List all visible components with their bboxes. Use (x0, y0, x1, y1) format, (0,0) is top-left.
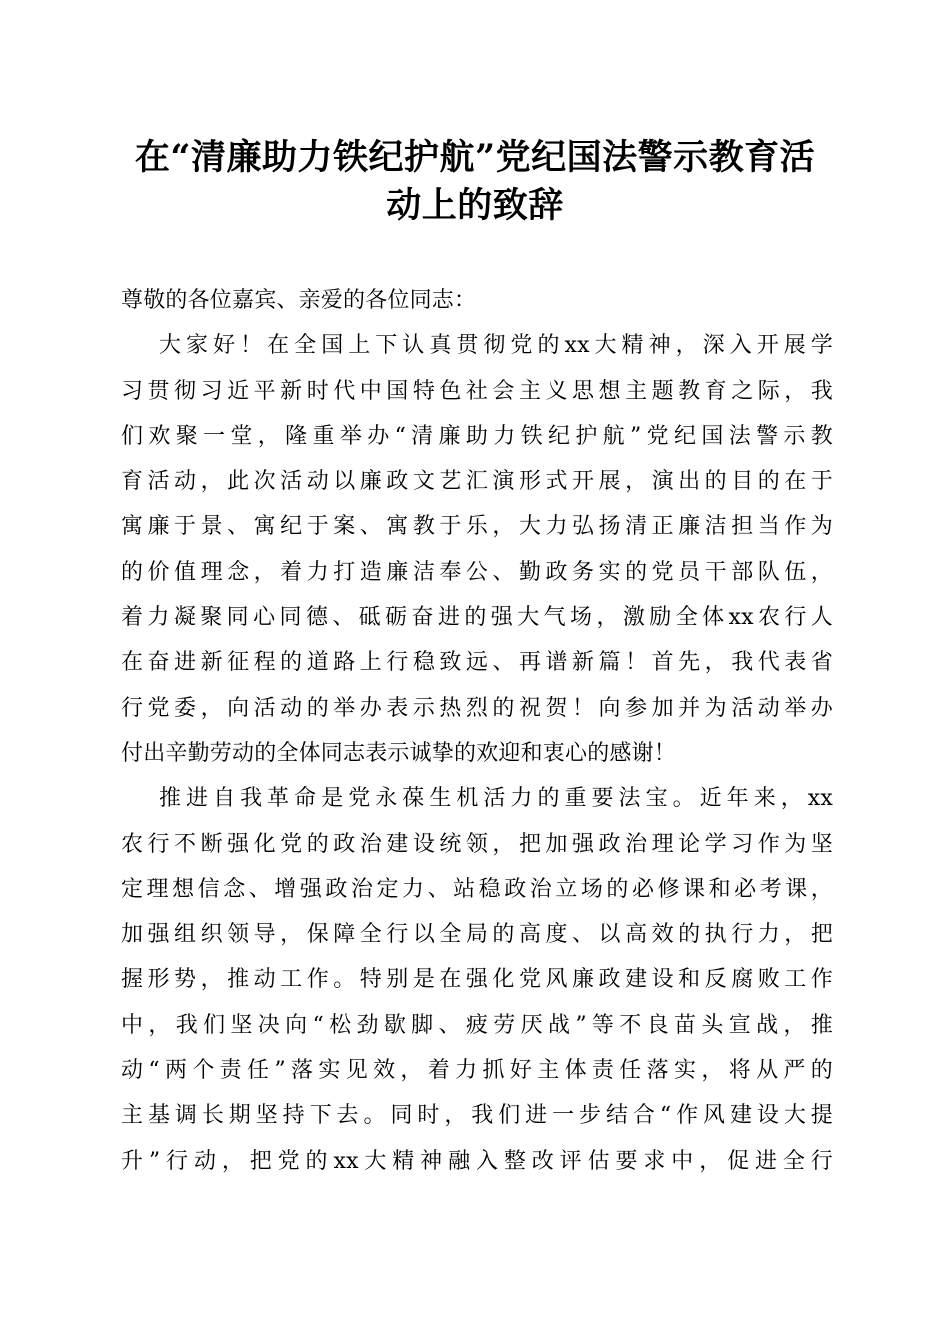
paragraph-line: 行党委，向活动的举办表示热烈的祝贺！向参加并为活动举办 (121, 695, 833, 721)
paragraph-line: 们欢聚一堂，隆重举办“清廉助力铁纪护航”党纪国法警示教 (121, 423, 833, 449)
paragraph-line: 农行不断强化党的政治建设统领，把加强政治理论学习作为坚 (121, 831, 833, 857)
paragraph-line: 推进自我革命是党永葆生机活力的重要法宝。近年来，xx (159, 786, 833, 812)
paragraph-line: 握形势，推动工作。特别是在强化党风廉政建设和反腐败工作 (121, 967, 833, 993)
paragraph-line: 在奋进新征程的道路上行稳致远、再谱新篇！首先，我代表省 (121, 650, 833, 676)
paragraph-line: 主基调长期坚持下去。同时，我们进一步结合“作风建设大提 (121, 1103, 833, 1129)
paragraph-line: 寓廉于景、寓纪于案、寓教于乐，大力弘扬清正廉洁担当作为 (121, 514, 833, 540)
salutation: 尊敬的各位嘉宾、亲爱的各位同志： (121, 288, 477, 313)
title-line-1: 在“清廉助力铁纪护航”党纪国法警示教育活 (134, 137, 816, 178)
paragraph-line: 育活动，此次活动以廉政文艺汇演形式开展，演出的目的在于 (121, 469, 833, 495)
paragraph-line: 大家好！在全国上下认真贯彻党的xx大精神，深入开展学 (159, 333, 833, 359)
title-line-2: 动上的致辞 (386, 185, 564, 226)
paragraph-line: 中，我们坚决向“松劲歇脚、疲劳厌战”等不良苗头宣战，推 (121, 1012, 833, 1038)
paragraph-line: 动“两个责任”落实见效，着力抓好主体责任落实，将从严的 (121, 1058, 833, 1084)
paragraph-line: 的价值理念，着力打造廉洁奉公、勤政务实的党员干部队伍， (121, 559, 833, 585)
document-body (121, 278, 833, 1184)
paragraph-line: 习贯彻习近平新时代中国特色社会主义思想主题教育之际，我 (121, 378, 833, 404)
paragraph-line: 付出辛勤劳动的全体同志表示诚挚的欢迎和衷心的感谢！ (121, 740, 677, 766)
paragraph-line: 升”行动，把党的xx大精神融入整改评估要求中，促进全行 (121, 1148, 833, 1174)
paragraph-line: 着力凝聚同心同德、砥砺奋进的强大气场，激励全体xx农行人 (121, 605, 833, 631)
paragraph-line: 定理想信念、增强政治定力、站稳政治立场的必修课和必考课， (121, 876, 833, 902)
paragraph-line: 加强组织领导，保障全行以全局的高度、以高效的执行力，把 (121, 922, 833, 948)
document-title (100, 134, 850, 230)
